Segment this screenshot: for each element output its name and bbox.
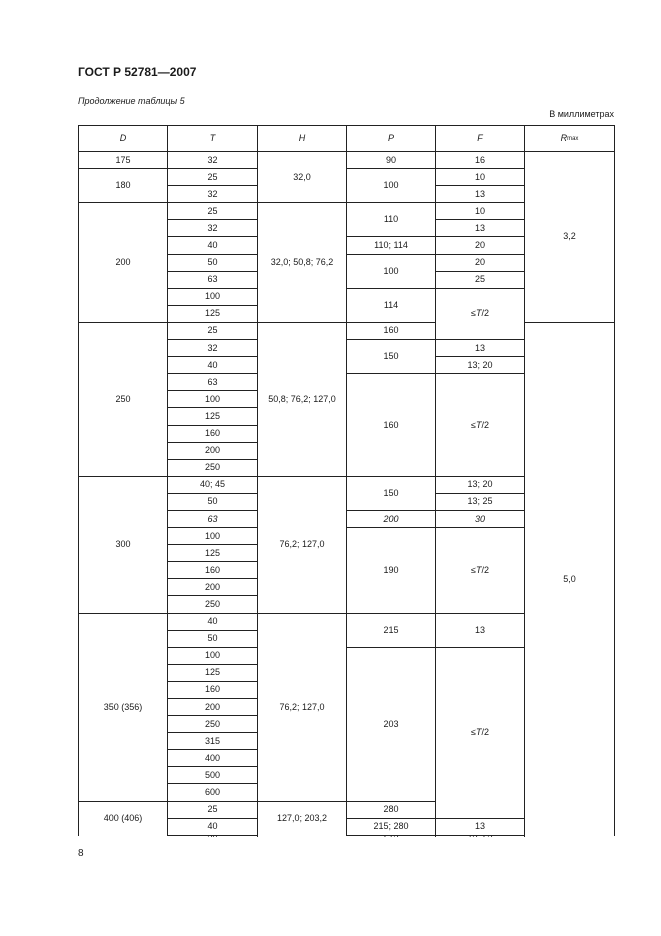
table-cell: 13 xyxy=(436,186,525,203)
table-cell: ≤ T /2 xyxy=(436,374,525,477)
table-cell: 50 xyxy=(168,631,258,648)
table-cell: 100 xyxy=(168,391,258,408)
table-cell: 25 xyxy=(168,323,258,340)
table-cell: 13 xyxy=(436,220,525,237)
table-cell: 40; 45 xyxy=(168,477,258,494)
table-cell: 250 xyxy=(168,596,258,613)
table-cell: 63 xyxy=(168,511,258,528)
table-cell: 10 xyxy=(436,169,525,186)
table-cell: 200 xyxy=(347,511,436,528)
table-cell: 600 xyxy=(168,784,258,801)
header-r: R xyxy=(560,133,568,143)
table-cell: 110; 114 xyxy=(347,237,436,254)
table-cell: 125 xyxy=(168,665,258,682)
header-h: H xyxy=(258,126,347,152)
table-cell: 160 xyxy=(168,682,258,699)
table-cell: 150 xyxy=(347,340,436,374)
table-cell: 50 xyxy=(168,255,258,272)
table-cell: 125 xyxy=(168,408,258,425)
table-cell: 200 xyxy=(79,203,168,323)
table-cell: 32,0 xyxy=(258,152,347,203)
table-cell: 40 xyxy=(168,819,258,836)
table-cell: 190 xyxy=(347,528,436,613)
header-f: F xyxy=(436,126,525,152)
table-cell: 100 xyxy=(168,648,258,665)
header-r-max xyxy=(525,126,615,152)
table-cell: 13; 20 xyxy=(436,357,525,374)
table-cell: 110 xyxy=(347,203,436,237)
table-cell: 90 xyxy=(347,152,436,169)
table-cell: 50,8; 76,2; 127,0 xyxy=(258,323,347,477)
table-cell: 200 xyxy=(168,579,258,596)
header-r-subscript: max xyxy=(567,135,579,142)
table-cell: 160 xyxy=(347,323,436,340)
table-cell: 20 xyxy=(436,255,525,272)
table-cell: 32 xyxy=(168,340,258,357)
units-note: В миллиметрах xyxy=(549,109,614,119)
table-cell: 100 xyxy=(347,169,436,203)
table-cell: 3,2 xyxy=(525,152,615,323)
table-cell: 203 xyxy=(347,648,436,802)
table-cell: 40 xyxy=(168,237,258,254)
table-cell: 127,0; 203,2 xyxy=(258,802,347,836)
table-cell: 250 xyxy=(79,323,168,477)
table-cell: 76,2; 127,0 xyxy=(258,477,347,614)
table-cell: 32 xyxy=(168,152,258,169)
table-cell: 20 xyxy=(436,237,525,254)
table-cell: 25 xyxy=(168,802,258,819)
header-p: P xyxy=(347,126,436,152)
table-cell: 160 xyxy=(168,426,258,443)
table-cell: 200 xyxy=(168,443,258,460)
table-cell: 50 xyxy=(168,494,258,511)
table-cell: 250 xyxy=(168,716,258,733)
table-cell: 32,0; 50,8; 76,2 xyxy=(258,203,347,323)
table-cell: 16 xyxy=(436,152,525,169)
table-cell: 280 xyxy=(347,802,436,819)
table-cell: 10 xyxy=(436,203,525,220)
table-cell: 63 xyxy=(168,272,258,289)
table-cell: 160 xyxy=(168,562,258,579)
table-cell: 175 xyxy=(79,152,168,169)
table-cell: 76,2; 127,0 xyxy=(258,614,347,802)
table-cell: 150 xyxy=(347,477,436,511)
table-cell: 300 xyxy=(79,477,168,614)
table-cell: 400 (406) xyxy=(79,802,168,836)
table-cell: 400 xyxy=(168,750,258,767)
table-cell: 125 xyxy=(168,306,258,323)
table-cell: 40 xyxy=(168,614,258,631)
table-cell: 25 xyxy=(436,272,525,289)
table-cell: 215 xyxy=(347,614,436,648)
table-cell: ≤ T /2 xyxy=(436,289,525,340)
table-cell: 32 xyxy=(168,186,258,203)
table-cell: 30 xyxy=(436,511,525,528)
dimensions-table xyxy=(78,125,615,836)
table-cell: 100 xyxy=(168,289,258,306)
header-t: T xyxy=(168,126,258,152)
table-cell: 5,0 xyxy=(525,323,615,836)
table-cell: 100 xyxy=(347,255,436,289)
table-cell: 13 xyxy=(436,340,525,357)
table-continuation-caption: Продолжение таблицы 5 xyxy=(78,96,185,106)
document-title: ГОСТ Р 52781—2007 xyxy=(78,65,197,79)
table-cell: 500 xyxy=(168,767,258,784)
table-cell: 200 xyxy=(168,699,258,716)
table-cell: 215; 280 xyxy=(347,819,436,836)
table-cell: 40 xyxy=(168,357,258,374)
table-cell: 250 xyxy=(168,460,258,477)
table-cell: 13; 20 xyxy=(436,477,525,494)
table-cell: ≤ T /2 xyxy=(436,648,525,819)
table-cell: 114 xyxy=(347,289,436,323)
table-cell: 25 xyxy=(168,169,258,186)
table-cell: 100 xyxy=(168,528,258,545)
table-cell: 63 xyxy=(168,374,258,391)
page-number: 8 xyxy=(78,848,84,859)
table-cell: 125 xyxy=(168,545,258,562)
table-cell: 160 xyxy=(347,374,436,477)
table-cell: 315 xyxy=(168,733,258,750)
table-cell: 180 xyxy=(79,169,168,203)
table-cell: 13; 25 xyxy=(436,494,525,511)
table-cell: 13 xyxy=(436,819,525,836)
table-cell: ≤ T /2 xyxy=(436,528,525,613)
table-cell: 350 (356) xyxy=(79,614,168,802)
table-cell: 32 xyxy=(168,220,258,237)
header-d: D xyxy=(79,126,168,152)
table-cell: 25 xyxy=(168,203,258,220)
table-cell: 13 xyxy=(436,614,525,648)
